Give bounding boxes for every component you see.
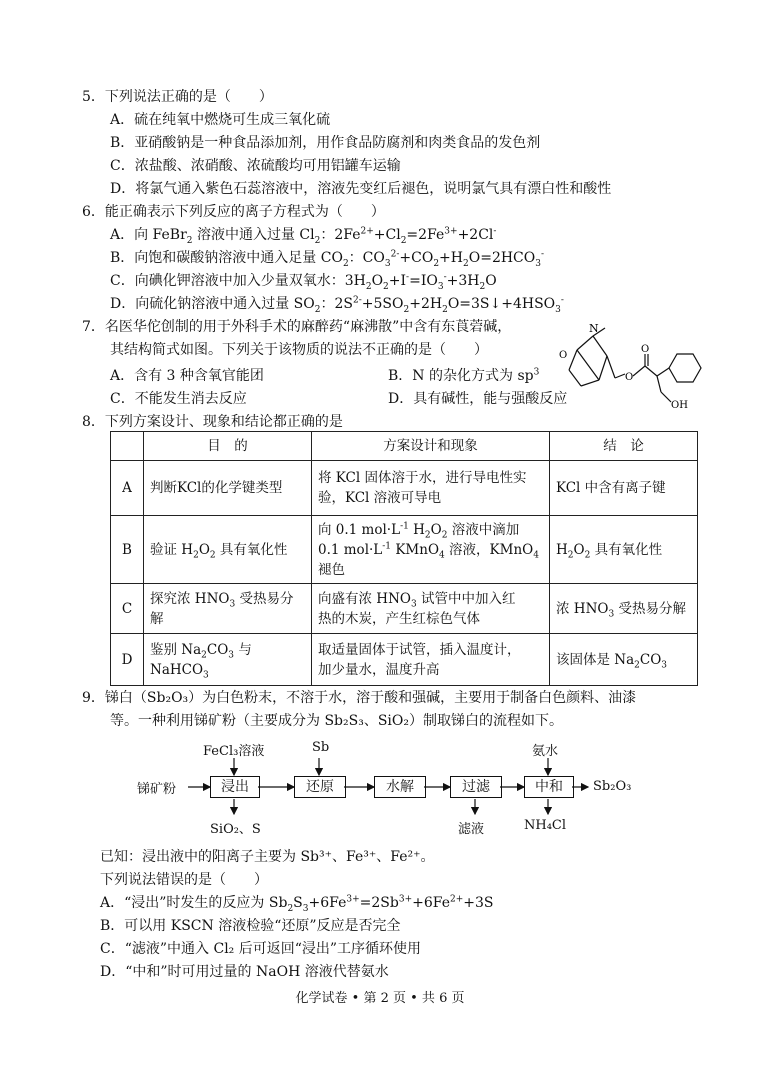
- q9-option-c: C．“滤液”中通入 Cl₂ 后可返回“浸出”工序循环使用: [100, 941, 422, 957]
- q7-stem-line2: 其结构简式如图。下列关于该物质的说法不正确的是（ ）: [110, 342, 488, 358]
- q6-option-c: C．向碘化钾溶液中加入少量双氧水：$3H_2O_2+I^-=IO_3^-+3H_2O$: [110, 272, 497, 292]
- flow-input-ammonia: 氨水: [532, 744, 559, 759]
- flow-input-fecl3: FeCl₃溶液: [203, 744, 265, 759]
- q6-option-d: D．向硫化钠溶液中通入过量 $SO_2$：$2S^{2-}+5SO_2+2H_2O=3S↓+4HSO_3^-$: [110, 295, 564, 315]
- q5-option-d: D．将氯气通入紫色石蕊溶液中，溶液先变红后褪色，说明氯气具有漂白性和酸性: [110, 181, 612, 197]
- q5-option-c: C．浓盐酸、浓硝酸、浓硫酸均可用铝罐车运输: [110, 158, 401, 174]
- q9-option-d: D．“中和”时可用过量的 NaOH 溶液代替氨水: [100, 964, 389, 980]
- q9-known: 已知：浸出液中的阳离子主要为 Sb³⁺、Fe³⁺、Fe²⁺。: [100, 849, 435, 865]
- flow-step-neutralize: 中和: [524, 776, 574, 798]
- q7-option-d: D．具有碱性，能与强酸反应: [388, 391, 568, 407]
- q6-option-b: B．向饱和碳酸钠溶液中通入足量 $CO_2$：$CO_3^{2-}+CO_2+H_2O=2HCO_3^-$: [110, 249, 545, 269]
- flow-product-label: Sb₂O₃: [593, 779, 632, 794]
- row-goal: 验证 $H_2O_2$ 具有氧化性: [144, 516, 312, 584]
- flow-start-label: 锑矿粉: [137, 782, 177, 797]
- svg-text:O: O: [559, 350, 568, 361]
- row-label: D: [111, 634, 144, 686]
- svg-text:O: O: [641, 344, 650, 355]
- q5-option-b: B．亚硝酸钠是一种食品添加剂，用作食品防腐剂和肉类食品的发色剂: [110, 135, 541, 151]
- q7-structure-n-label: N: [589, 322, 599, 335]
- row-label: B: [111, 516, 144, 584]
- q9-option-b: B．可以用 KSCN 溶液检验“还原”反应是否完全: [100, 918, 401, 934]
- q9-ask: 下列说法错误的是（ ）: [100, 872, 268, 888]
- q6-option-a: A．向 FeBr$_2$ 溶液中通入过量 $Cl_2$：$2Fe^{2+}+Cl_2=2Fe^{3+}+2Cl^-$: [110, 226, 497, 246]
- flow-step-hydrolysis: 水解: [374, 776, 426, 798]
- svg-text:O: O: [625, 372, 634, 383]
- q7-structure-oh-label: OH: [671, 400, 688, 411]
- q7-stem-line1: 7．名医华佗创制的用于外科手术的麻醉药“麻沸散”中含有东莨菪碱，: [82, 319, 512, 335]
- q5-option-a: A．硫在纯氧中燃烧可生成三氧化硫: [110, 112, 331, 128]
- flow-step-reduce: 还原: [294, 776, 346, 798]
- row-label: C: [111, 584, 144, 634]
- row-conclusion: $H_2O_2$ 具有氧化性: [550, 516, 698, 584]
- row-conclusion: KCl 中含有离子键: [550, 461, 698, 516]
- q5-stem: 5．下列说法正确的是（ ）: [82, 89, 273, 105]
- q7-option-c: C．不能发生消去反应: [110, 391, 247, 407]
- q7-option-a: A．含有 3 种含氧官能团: [110, 368, 264, 384]
- row-plan: 向 0.1 $mol\cdot L^{-1}$ $H_2O_2$ 溶液中滴加 0.1 $mol\cdot L^{-1}$ KMnO$_4$ 溶液，KMnO$_4$ 褪色: [312, 516, 550, 584]
- table-header-conclusion: 结 论: [550, 432, 698, 461]
- row-goal: 鉴别 $Na_2CO_3$ 与 NaHCO$_3$: [144, 634, 312, 686]
- q9-option-a: A．“浸出”时发生的反应为 $Sb_2S_3+6Fe^{3+}=2Sb^{3+}+6Fe^{2+}+3S$: [100, 894, 494, 914]
- q9-stem-line1: 9．锑白（Sb₂O₃）为白色粉末，不溶于水，溶于酸和强碱，主要用于制备白色颜料、油漆: [82, 690, 637, 706]
- row-plan: 将 KCl 固体溶于水，进行导电性实验，KCl 溶液可导电: [312, 461, 550, 516]
- q7-option-b: B．N 的杂化方式为 $sp^3$: [388, 367, 540, 384]
- row-conclusion: 该固体是 $Na_2CO_3$: [550, 634, 698, 686]
- row-plan: 取适量固体于试管，插入温度计， 加少量水，温度升高: [312, 634, 550, 686]
- row-goal: 判断KCl的化学键类型: [144, 461, 312, 516]
- flow-step-filter: 过滤: [450, 776, 502, 798]
- row-goal: 探究浓 $HNO_3$ 受热易分 解: [144, 584, 312, 634]
- table-header-goal: 目 的: [144, 432, 312, 461]
- page-footer: 化学试卷 • 第 2 页 • 共 6 页: [295, 991, 465, 1006]
- flow-output-filtrate: 滤液: [458, 822, 485, 837]
- q9-stem-line2: 等。一种利用锑矿粉（主要成分为 Sb₂S₃、SiO₂）制取锑白的流程如下。: [110, 713, 563, 729]
- row-conclusion: 浓 $HNO_3$ 受热易分解: [550, 584, 698, 634]
- flow-output-sio2-s: SiO₂、S: [210, 822, 261, 837]
- row-plan: 向盛有浓 $HNO_3$ 试管中中加入红 热的木炭，产生红棕色气体: [312, 584, 550, 634]
- q8-stem: 8．下列方案设计、现象和结论都正确的是: [82, 414, 343, 430]
- table-header-plan: 方案设计和现象: [312, 432, 550, 461]
- row-label: A: [111, 461, 144, 516]
- flow-output-nh4cl: NH₄Cl: [524, 818, 567, 833]
- flow-input-sb: Sb: [312, 740, 330, 755]
- flow-step-leach: 浸出: [210, 776, 260, 798]
- q6-stem: 6．能正确表示下列反应的离子方程式为（ ）: [82, 204, 385, 220]
